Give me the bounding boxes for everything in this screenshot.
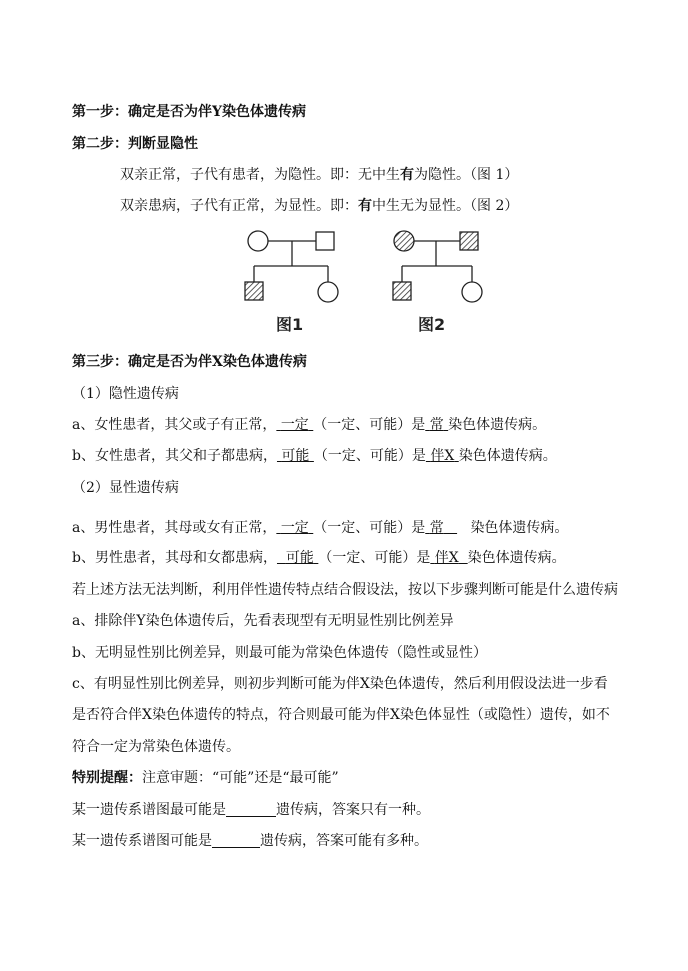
- rule2-bold: 有: [358, 198, 372, 214]
- note2-line: [72, 831, 428, 851]
- step1-line: [72, 102, 306, 122]
- note2-pre: 某一遗传系谱图可能是: [72, 833, 212, 849]
- fig1-label: 图1: [276, 315, 304, 334]
- dominant-b-answer1-text: 可能: [285, 550, 314, 566]
- recessive-b-answer1-text: 可能: [281, 448, 310, 464]
- method-c-line3: 符合一定为常染色体遗传。: [72, 739, 240, 755]
- method-c-line1: c、有明显性别比例差异，则初步判断可能为伴X染色体遗传，然后利用假设法进一步看: [72, 676, 608, 692]
- figure-1: [245, 231, 338, 302]
- figure-2: [393, 231, 482, 302]
- fig1-father-normal: [316, 232, 334, 250]
- recessive-a-answer2-text: 常: [429, 417, 444, 433]
- dominant-b-mid: （一定、可能）是: [318, 550, 431, 566]
- recessive-b-line: [72, 446, 557, 466]
- step2-label: 第二步：: [72, 136, 128, 152]
- rule2-text-b: 中生无为显性。（图 2）: [372, 198, 519, 214]
- step3-label: 第三步：: [72, 354, 128, 370]
- fig2-label: 图2: [418, 315, 446, 334]
- rule2-line: [120, 196, 518, 216]
- note1-blank: [226, 802, 276, 817]
- step2-text: 判断显隐性: [128, 136, 198, 152]
- step3-line: [72, 352, 307, 372]
- note2-post: 遗传病，答案可能有多种。: [260, 833, 428, 849]
- dominant-b-answer2: [430, 550, 467, 566]
- recessive-b-post: 染色体遗传病。: [458, 448, 557, 464]
- rule1-bold: 有: [400, 167, 414, 183]
- dominant-b-answer2-text: 伴X: [434, 550, 459, 566]
- recessive-a-answer1-text: 一定: [280, 417, 309, 433]
- fig2-father-affected: [460, 232, 478, 250]
- recessive-a-answer2: [425, 417, 448, 433]
- fig1-son-affected: [245, 282, 263, 300]
- fig2-son-affected: [393, 282, 411, 300]
- rule1-text-a: 双亲正常，子代有患者，为隐性。即：无中生: [120, 167, 400, 183]
- dominant-a-mid: （一定、可能）是: [313, 520, 426, 536]
- dominant-a-post: 染色体遗传病。: [470, 520, 569, 536]
- recessive-a-post: 染色体遗传病。: [448, 417, 547, 433]
- method-a: a、排除伴Y染色体遗传后，先看表现型有无明显性别比例差异: [72, 613, 454, 629]
- recessive-b-mid: （一定、可能）是: [313, 448, 426, 464]
- recessive-b-answer1: [277, 448, 314, 464]
- rule1-line: [120, 165, 518, 185]
- dominant-a-pre: a、男性患者，其母或女有正常，: [72, 520, 277, 536]
- recessive-b-answer2: [426, 448, 459, 464]
- method-b: b、无明显性别比例差异，则最可能为常染色体遗传（隐性或显性）: [72, 645, 487, 661]
- dominant-heading: （2）显性遗传病: [72, 480, 179, 496]
- method-c-line2: 是否符合伴X染色体遗传的特点，符合则最可能为伴X染色体显性（或隐性）遗传，如不: [72, 707, 610, 723]
- fig1-mother-normal: [248, 231, 268, 251]
- tip-label: 特别提醒：: [72, 770, 142, 786]
- tip-text: 注意审题：“可能”还是“最可能”: [142, 770, 339, 786]
- dominant-a-answer1: [276, 520, 313, 536]
- step1-label: 第一步：: [72, 104, 128, 120]
- recessive-b-answer2-text: 伴X: [430, 448, 455, 464]
- fig2-daughter-normal: [462, 282, 482, 302]
- step2-line: [72, 134, 198, 154]
- rule2-text-a: 双亲患病，子代有正常，为显性。即：: [120, 198, 358, 214]
- dominant-b-pre: b、男性患者，其母和女都患病，: [72, 550, 277, 566]
- note1-line: [72, 800, 430, 820]
- note2-blank: [212, 833, 260, 848]
- dominant-a-answer1-text: 一定: [280, 520, 309, 536]
- rule1-text-b: 为隐性。（图 1）: [414, 167, 519, 183]
- step1-text: 确定是否为伴Y染色体遗传病: [128, 104, 306, 120]
- recessive-heading: （1）隐性遗传病: [72, 386, 179, 402]
- pedigree-figures: [236, 226, 496, 336]
- dominant-a-answer2-text: 常: [429, 520, 444, 536]
- recessive-a-pre: a、女性患者，其父或子有正常，: [72, 417, 277, 433]
- fig2-mother-affected: [394, 231, 414, 251]
- recessive-a-line: [72, 415, 546, 435]
- tip-line: [72, 768, 339, 788]
- note1-post: 遗传病，答案只有一种。: [276, 802, 430, 818]
- recessive-a-mid: （一定、可能）是: [313, 417, 426, 433]
- dominant-a-line: [72, 518, 568, 538]
- note1-pre: 某一遗传系谱图最可能是: [72, 802, 226, 818]
- step3-text: 确定是否为伴X染色体遗传病: [128, 354, 307, 370]
- recessive-b-pre: b、女性患者，其父和子都患病，: [72, 448, 277, 464]
- dominant-b-answer1: [277, 550, 318, 566]
- fig1-daughter-normal: [318, 282, 338, 302]
- recessive-a-answer1: [276, 417, 313, 433]
- dominant-a-answer2: [425, 520, 457, 536]
- dominant-b-line: [72, 548, 566, 568]
- dominant-b-post: 染色体遗传病。: [467, 550, 566, 566]
- method-intro: 若上述方法无法判断，利用伴性遗传特点结合假设法，按以下步骤判断可能是什么遗传病: [72, 582, 618, 598]
